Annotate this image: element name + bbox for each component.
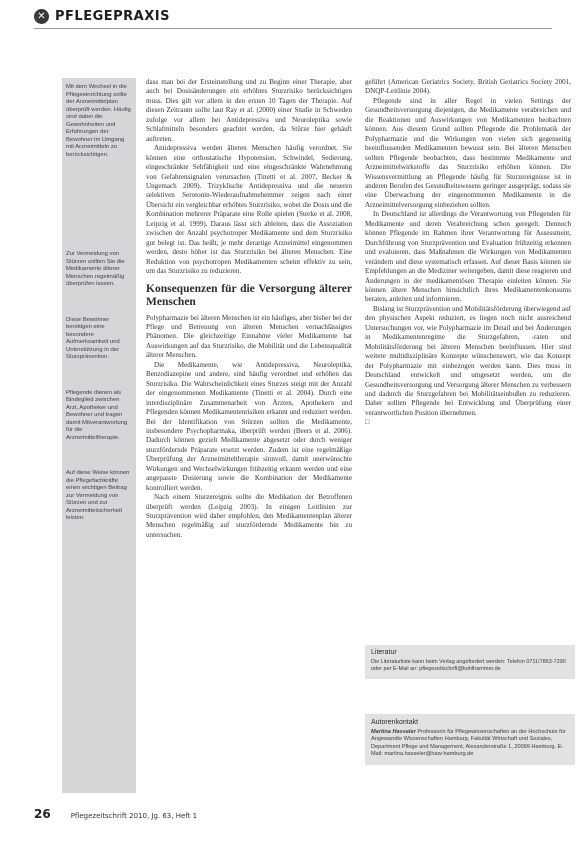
author-details: Professorin für Pflegewissenschaften an der Hochschule für Angewandte Wissenschaften Hamburg, Fakultät Wirtschaft und Soziales, Department Pflege und Management, Alexanderstraße 1, 20099 Hamburg. E-Mail: martina.hasseler@haw-hamburg.de	[371, 729, 566, 758]
article-column-left	[146, 78, 352, 540]
page-header	[34, 6, 170, 26]
body-paragraph: Bislang ist Sturzprävention und Mobilitätsförderung überwiegend auf den physischen Aspekt reduziert, es liegen noch nicht ausreichend Untersuchungen vor, wie Polypharmazie im Detail und bei Änderungen in Medikamentenregime die Sturzgefahren, -raten und Mobilitätsförderung bei älteren Menschen beeinflussen. Hier sind weitere multidisziplinäre Konzepte wünschenswert, wie das Konzept der Polypharmazie mit einbezogen werden kann. Dies muss in Deutschland entwickelt und umgesetzt werden, um die Gesundheitsversorgung und Versorgung älterer Menschen zu verbessern und dadurch die Sturzgefahren bei Mobilitätseinbußen zu reduzieren. Daher sollten Pflegende bei Entwicklung und Überprüfung einer verantwortlichen Position übernehmen.	[365, 304, 571, 417]
margin-note: Zur Vermeidung von Stürzen sollten Sie die Medikamente älterer Menschen regelmäßig überprüfen lassen.	[66, 251, 125, 287]
margin-note: Auf diese Weise können die Pflegefachkräfte einen wichtigen Beitrag zur Vermeidung von Stürzen und zur Arzneimittelsicherheit leisten.	[66, 470, 130, 521]
margin-note: Pflegende dienen als Bindeglied zwischen Arzt, Apotheker und Bewohner und tragen damit Mitverantwortung für die Arzneimitteltherapie.	[66, 389, 128, 441]
margin-notes-sidebar	[62, 78, 136, 793]
body-paragraph: Pflegende sind in aller Regel in vielen Settings der Gesundheitsversorgung diejenigen, die Medikamente verabreichen und die Reaktionen und Auswirkungen von Medikamenten beobachten können. Aus diesem Grund sollten Pflegende die Problematik der Polypharmazie und die Wirkungen von vielen sich gegenseitig beeinflussenden Medikamenten bewusst sein. Bei älteren Menschen sollten Pflegende beobachten, dass bestimmte Medikamente und Arzneimittelwirkstoffe das Sturzrisiko erhöhen können. Die Wissensvermittlung an Pflegende häufig für Sturzereignisse ist in anderen Berufen des Gesundheitswesens geringer ausgeprägt, sodass sie eine Überwachung der eingenommenen Medikamente in die Arzneimittelversorgung einbeziehen sollten.	[365, 96, 571, 209]
margin-note: Mit dem Wechsel in die Pflegeeinrichtung sollte der Arzneimittelplan überprüft werden. Häufig sind dabei die Gewohnheiten und Erfahrungen der Bewohner im Umgang mit Arzneimitteln zu berücksichtigen.	[66, 84, 131, 158]
literature-text: Die Literaturliste kann beim Verlag angefordert werden: Telefon 0711/7863-7290 oder per E-Mail an: pflegezeitschrift@kohlhammer.de	[371, 659, 566, 672]
article-column-right	[365, 78, 571, 428]
body-paragraph: Die Medikamente, wie Antidepressiva, Neuroleptika, Benzodiazepine und andere, sind häufig verordnet und erhöhen das Sturzrisiko. Die Wahrscheinlichkeit eines Sturzes steigt mit der Anzahl der eingenommenen Medikamente (Tinetti et al. 2004). Durch eine interdisziplinäre Zusammenarbeit von Ärzten, Apothekern und Pflegenden können Medikamentenrisiken erkannt und reduziert werden. Bei der Identifikation von Stürzen sollten die Medikamente, insbesondere Psychopharmaka, überprüft werden (Beers et al. 2006). Dadurch können gezielt Medikamente abgesetzt oder durch weniger sturzfördernde Präparate ersetzt werden. Zudem ist eine regelmäßige Überprüfung der Arzneimitteltherapie sinnvoll, damit unerwünschte Wirkungen und Wechselwirkungen frühzeitig erkannt werden und eine angepasste Dosierung sowie die Kombination der Medikamente kontrolliert werden.	[146, 360, 352, 492]
header-divider	[34, 28, 552, 29]
literature-box	[365, 645, 575, 679]
section-logo-icon: ✕	[34, 9, 49, 24]
body-paragraph: dass man bei der Ersteinstellung und zu Beginn einer Therapie, aber auch bei Dosisänderungen ein erhöhtes Sturzrisiko berücksichtigen muss. Dies gilt vor allem in den ersten 10 Tagen der Therapie. Auf diesen Zeitraum sollte laut Ray et al. (2000) einer Studie in Schweden zufolge vor allem bei Antidepressiva und Neuroleptika sowie Schlafmitteln besonders geachtet werden, da Stürze hier gehäuft auftreten.	[146, 78, 352, 143]
author-contact-title: Autorenkontakt	[371, 719, 419, 726]
section-title: PFLEGEPRAXIS	[55, 8, 170, 24]
body-paragraph: Polypharmazie bei älteren Menschen ist ein häufiges, aber bisher bei der Pflege und Betreuung von älteren Menschen vernachlässigtes Phänomen. Die gleichzeitige Einnahme vieler Medikamente hat Auswirkungen auf das Sturzrisiko, die Mobilität und die Lebensqualität älterer Menschen.	[146, 313, 352, 360]
margin-note: Diese Bewohner benötigen eine besondere Aufmerksamkeit und Unterstützung in der Sturzprävention.	[66, 316, 120, 360]
body-paragraph: Antidepressiva werden älteren Menschen häufig verordnet. Sie können eine orthostatische Hypotension, Schwindel, Sedierung, eingeschränkte Sehfähigkeit und eine eingeschränkte Wahrnehmung von Gefahrensignalen verursachen (Tinetti et al. 2007, Becker & Ungemach 2009). Trizyklische Antidepressiva und die neueren selektiven Serotonin-Wiederaufnahmehemmer zeigen nach einer Übersicht ein vergleichbar erhöhtes Sturzrisiko, wobei die Dosis und die Kombination mehrerer Präparate eine Rolle spielen (Sterke et al. 2008, Leipzig et al. 1999). Daraus lässt sich ableiten, dass die Assoziation zwischen der Anzahl psychotroper Medikamente und dem Sturzrisiko gut belegt ist. Das heißt, je mehr derartige Arzneimittel eingenommen werden, desto höher ist das Sturzrisiko bei älteren Menschen. Eine Reduktion von psychotropen Medikamenten scheint effektiv zu sein, um das Sturzrisiko zu reduzieren.	[146, 144, 352, 276]
body-paragraph: geführt (American Geriatrics Society, British Geriatrics Society 2001, DNQP-Leitlinie 2004).	[365, 78, 571, 96]
body-paragraph: In Deutschland ist allerdings die Verantwortung von Pflegenden für Medikamente und deren Verabreichung schon geregelt. Dennoch können Pflegende im Rahmen ihrer Verantwortung für Assessment, Durchführung von Sturzprävention und Evaluation frühzeitig erkennen und evaluieren, dass Maßnahmen die Wirkungen von Medikamenten verändern und diese systematisch erfassen. Auf dieser Basis können sie Empfehlungen an die Mediziner weitergeben, damit diese reagieren und Änderungen in der medikamentösen Therapie einleiten können. Sie können ältere Menschen hinsichtlich ihres Medikamentenkonsums beraten, anleiten und informieren.	[365, 210, 571, 304]
section-subheading: Konsequenzen für die Versorgung älterer Menschen	[146, 282, 352, 308]
body-paragraph: Nach einem Sturzereignis sollte die Medikation der Betroffenen überprüft werden (Leipzig 2003). In einigen Leitlinien zur Sturzprävention wird daher empfohlen, den Medikamentenplan älterer Menschen regelmäßig auf sturzfördernde Medikamente hin zu untersuchen.	[146, 493, 352, 539]
page-number: 26	[34, 807, 51, 821]
journal-citation: Pflegezeitschrift 2010, Jg. 63, Heft 1	[70, 812, 198, 820]
article-end-marker: □	[365, 418, 370, 427]
author-name: Martina Hasseler	[371, 729, 416, 735]
literature-title: Literatur	[371, 649, 397, 656]
author-contact-box	[365, 714, 575, 765]
page-footer	[34, 807, 197, 821]
